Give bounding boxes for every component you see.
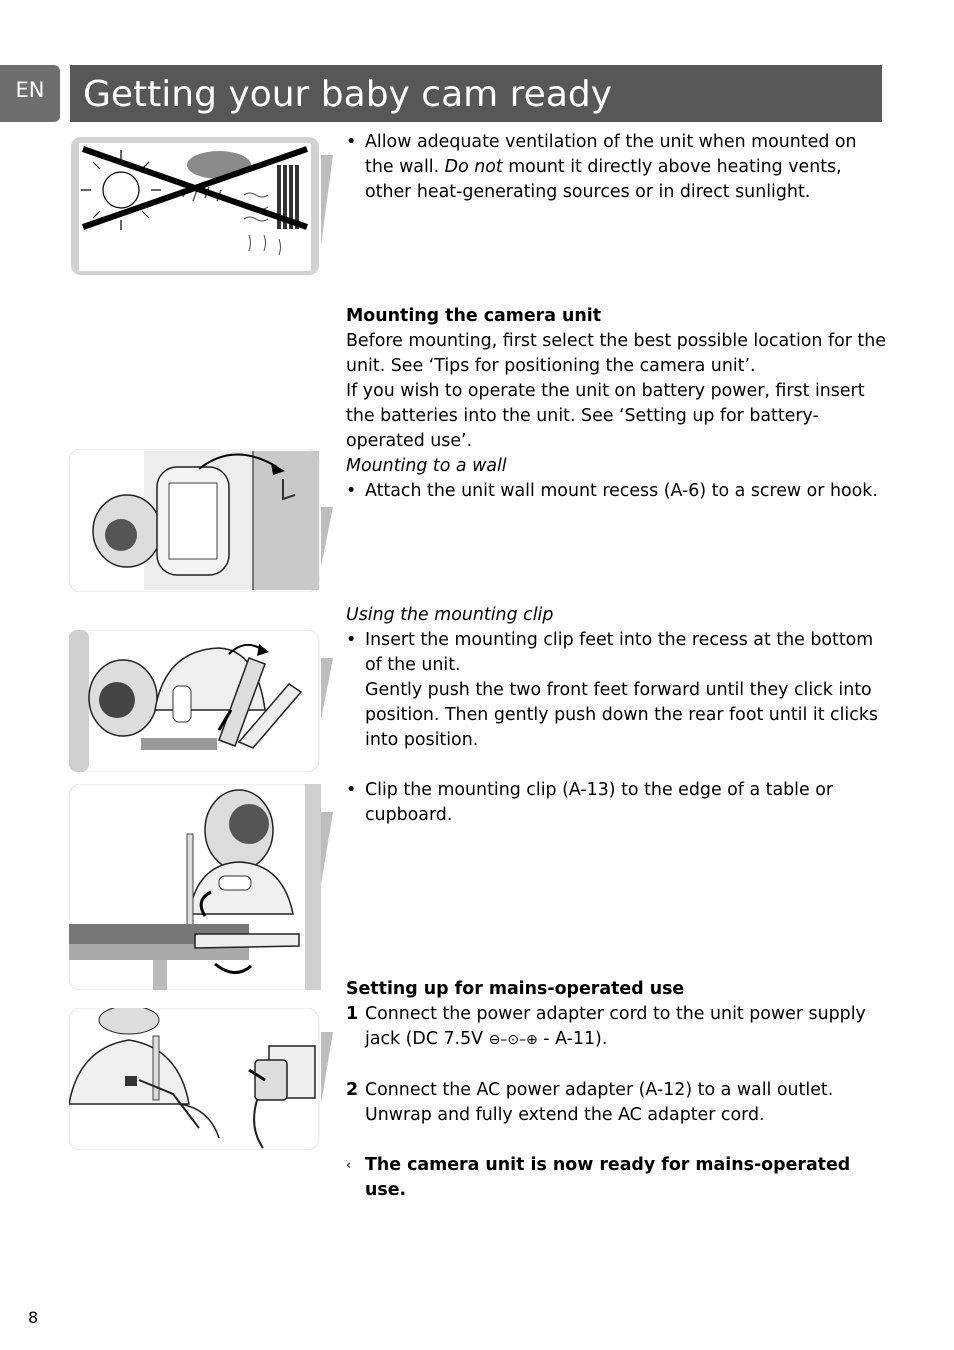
- bullet-mark: •: [346, 780, 357, 800]
- bullet-mark: •: [346, 132, 357, 152]
- result-text: The camera unit is now ready for mains-operated use.: [365, 1155, 851, 1200]
- mounting-clip-subheading: Using the mounting clip: [346, 605, 554, 625]
- mounting-heading: Mounting the camera unit: [346, 306, 602, 326]
- step-2-text: Connect the AC power adapter (A-12) to a wall outlet. Unwrap and fully extend the AC adapter cord.: [365, 1080, 834, 1125]
- language-label: EN: [15, 77, 45, 102]
- figure-power-adapter: [69, 1008, 333, 1150]
- language-tab: [0, 65, 60, 122]
- step-number: 2: [346, 1080, 359, 1100]
- dc-polarity-symbol: ⊖–⊙–⊕: [488, 1032, 538, 1048]
- mains-section: [346, 977, 886, 1203]
- wall-mount-section: [346, 454, 886, 504]
- mounting-section: [346, 304, 886, 454]
- page-title-bar: [70, 65, 882, 122]
- ventilation-text-2: mount it directly above heating vents, other heat-generating sources or in direct sunlight.: [365, 157, 842, 202]
- figure-clip-to-table: [69, 784, 333, 990]
- ventilation-text-1: Allow adequate ventilation of the unit when mounted on the wall.: [365, 132, 857, 177]
- result-arrow-icon: ‹: [346, 1158, 352, 1173]
- step-1-text-b: - A-11).: [537, 1029, 608, 1049]
- step-1-text-a: Connect the power adapter cord to the unit power supply jack (DC 7.5V: [365, 1004, 866, 1049]
- figure-mounting-clip: [69, 630, 333, 772]
- bullet-mark: •: [346, 481, 357, 501]
- mounting-clip-text-1: Insert the mounting clip feet into the recess at the bottom of the unit.: [365, 630, 874, 675]
- bullet-mark: •: [346, 630, 357, 650]
- step-number: 1: [346, 1004, 359, 1024]
- mounting-paragraph-1: Before mounting, first select the best possible location for the unit. See ‘Tips for positioning the camera unit’.: [346, 331, 886, 376]
- wall-mount-subheading: Mounting to a wall: [346, 456, 507, 476]
- mains-heading: Setting up for mains-operated use: [346, 979, 685, 999]
- page-title: Getting your baby cam ready: [83, 74, 613, 115]
- figure-no-heat-sources: [69, 135, 333, 277]
- figure-wall-mount: [69, 449, 333, 592]
- wall-mount-text: Attach the unit wall mount recess (A-6) to a screw or hook.: [365, 481, 878, 501]
- mounting-clip-section: [346, 603, 886, 828]
- ventilation-section: [346, 130, 886, 205]
- mounting-clip-text-3: Clip the mounting clip (A-13) to the edge of a table or cupboard.: [365, 780, 834, 825]
- ventilation-emphasis: Do not: [444, 157, 503, 177]
- page-number: 8: [28, 1308, 39, 1327]
- mounting-clip-text-2: Gently push the two front feet forward until they click into position. Then gently push down the rear foot until it clicks into position.: [365, 680, 878, 750]
- mounting-paragraph-2: If you wish to operate the unit on battery power, first insert the batteries into the unit. See ‘Setting up for battery-operated use’.: [346, 381, 865, 451]
